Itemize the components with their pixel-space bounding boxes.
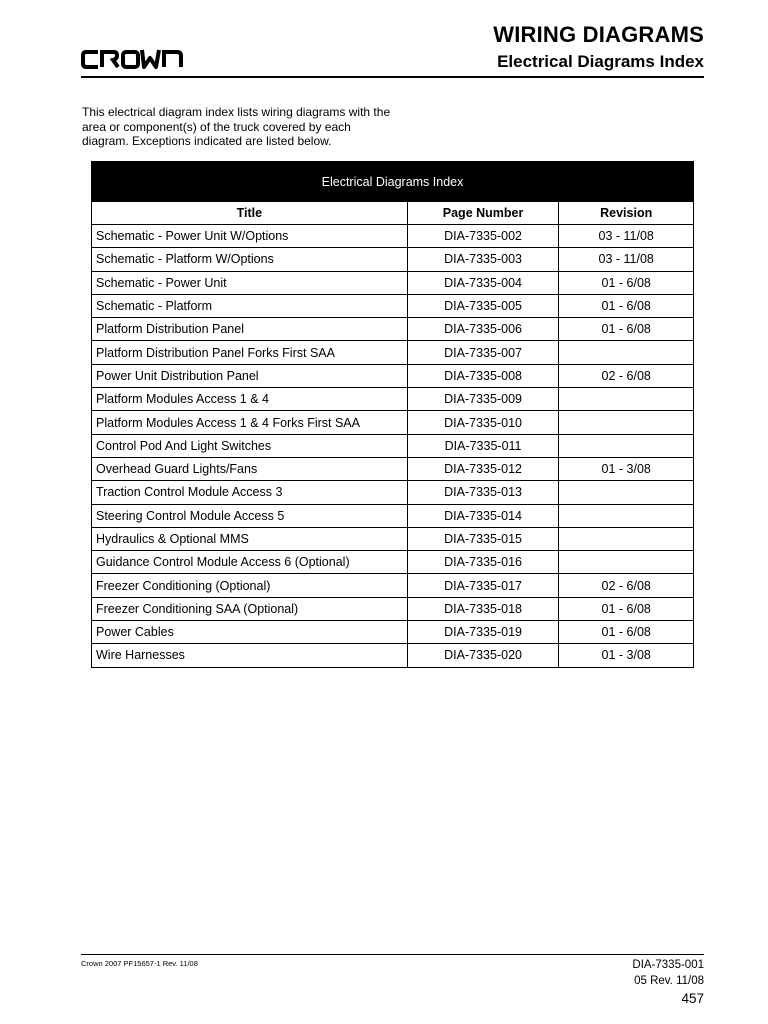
cell-title: Power Cables [92,621,408,644]
cell-revision: 03 - 11/08 [559,225,694,248]
table-row [92,341,694,364]
cell-page-number: DIA-7335-002 [407,225,559,248]
cell-revision: 01 - 6/08 [559,597,694,620]
table-row [92,248,694,271]
table-row [92,294,694,317]
cell-title: Overhead Guard Lights/Fans [92,457,408,480]
cell-page-number: DIA-7335-008 [407,364,559,387]
cell-page-number: DIA-7335-017 [407,574,559,597]
table-row [92,318,694,341]
table-row [92,457,694,480]
cell-page-number: DIA-7335-004 [407,271,559,294]
column-header-revision: Revision [559,202,694,225]
electrical-diagrams-index-table [91,161,694,668]
footer-copyright: Crown 2007 PF15657-1 Rev. 11/08 [81,959,198,968]
cell-revision [559,504,694,527]
table-body [92,225,694,668]
table-row [92,388,694,411]
cell-title: Control Pod And Light Switches [92,434,408,457]
cell-page-number: DIA-7335-005 [407,294,559,317]
cell-revision [559,551,694,574]
cell-revision: 01 - 6/08 [559,621,694,644]
footer-rule [81,954,704,955]
cell-title: Platform Modules Access 1 & 4 [92,388,408,411]
cell-page-number: DIA-7335-019 [407,621,559,644]
cell-title: Hydraulics & Optional MMS [92,527,408,550]
footer-doc-number: DIA-7335-001 [632,959,704,971]
header-rule [81,76,704,78]
cell-page-number: DIA-7335-003 [407,248,559,271]
cell-page-number: DIA-7335-016 [407,551,559,574]
cell-page-number: DIA-7335-011 [407,434,559,457]
cell-title: Platform Distribution Panel [92,318,408,341]
cell-title: Platform Distribution Panel Forks First SAA [92,341,408,364]
cell-revision: 03 - 11/08 [559,248,694,271]
cell-revision [559,388,694,411]
cell-revision: 02 - 6/08 [559,574,694,597]
cell-page-number: DIA-7335-007 [407,341,559,364]
intro-paragraph: This electrical diagram index lists wiring diagrams with the area or component(s) of the truck covered by each diagram. Exceptions indicated are listed below. [82,105,391,148]
crown-logo [81,47,185,71]
cell-title: Schematic - Platform [92,294,408,317]
cell-revision [559,527,694,550]
cell-title: Steering Control Module Access 5 [92,504,408,527]
table-row [92,574,694,597]
column-header-title: Title [92,202,408,225]
cell-revision: 01 - 3/08 [559,644,694,667]
cell-title: Traction Control Module Access 3 [92,481,408,504]
table-row [92,434,694,457]
table-row [92,481,694,504]
table-row [92,551,694,574]
cell-page-number: DIA-7335-020 [407,644,559,667]
cell-revision: 01 - 3/08 [559,457,694,480]
footer-revision: 05 Rev. 11/08 [634,975,704,987]
cell-title: Power Unit Distribution Panel [92,364,408,387]
cell-page-number: DIA-7335-006 [407,318,559,341]
cell-page-number: DIA-7335-015 [407,527,559,550]
cell-revision: 02 - 6/08 [559,364,694,387]
table-row [92,504,694,527]
cell-title: Guidance Control Module Access 6 (Optional) [92,551,408,574]
table-row [92,364,694,387]
cell-page-number: DIA-7335-014 [407,504,559,527]
cell-page-number: DIA-7335-012 [407,457,559,480]
cell-revision [559,434,694,457]
table-row [92,644,694,667]
cell-title: Freezer Conditioning (Optional) [92,574,408,597]
cell-title: Schematic - Power Unit W/Options [92,225,408,248]
cell-title: Schematic - Platform W/Options [92,248,408,271]
cell-page-number: DIA-7335-010 [407,411,559,434]
cell-revision: 01 - 6/08 [559,294,694,317]
table-row [92,411,694,434]
cell-revision: 01 - 6/08 [559,318,694,341]
cell-title: Schematic - Power Unit [92,271,408,294]
table-row [92,271,694,294]
cell-title: Platform Modules Access 1 & 4 Forks First SAA [92,411,408,434]
cell-page-number: DIA-7335-013 [407,481,559,504]
cell-page-number: DIA-7335-018 [407,597,559,620]
cell-revision [559,341,694,364]
cell-title: Freezer Conditioning SAA (Optional) [92,597,408,620]
column-header-page-number: Page Number [407,202,559,225]
table-row [92,225,694,248]
page-title: WIRING DIAGRAMS [493,22,704,47]
page-number: 457 [681,991,704,1006]
cell-revision [559,411,694,434]
table-row [92,597,694,620]
page-subtitle: Electrical Diagrams Index [497,52,704,71]
table-row [92,527,694,550]
cell-revision [559,481,694,504]
cell-page-number: DIA-7335-009 [407,388,559,411]
table-caption: Electrical Diagrams Index [92,162,694,202]
cell-revision: 01 - 6/08 [559,271,694,294]
cell-title: Wire Harnesses [92,644,408,667]
table-row [92,621,694,644]
